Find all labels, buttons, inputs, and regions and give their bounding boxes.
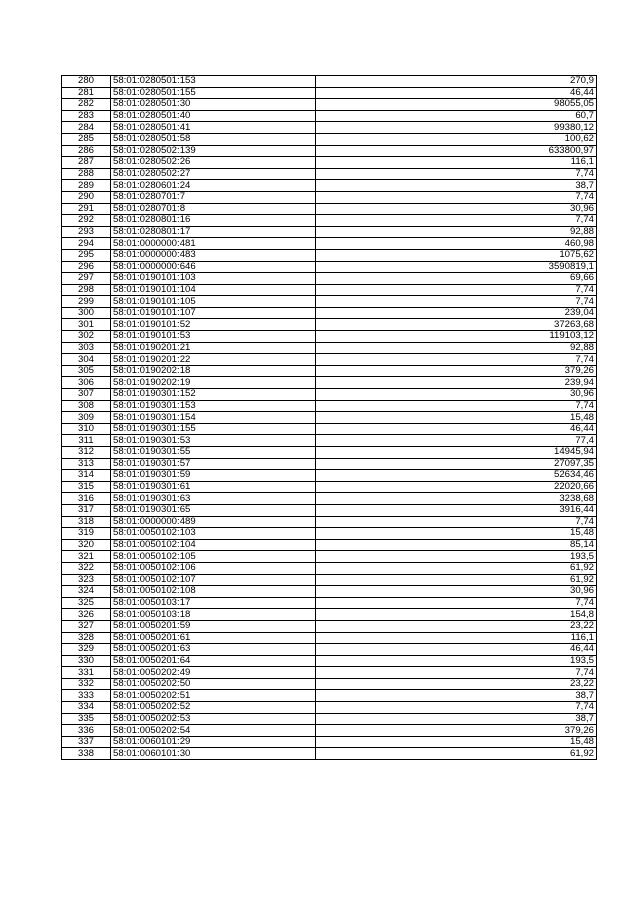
row-number-cell: 303	[62, 342, 111, 354]
table-row	[62, 516, 597, 528]
table-row	[62, 342, 597, 354]
row-number-cell: 328	[62, 632, 111, 644]
row-number-cell: 323	[62, 574, 111, 586]
table-row	[62, 678, 597, 690]
row-number-cell: 291	[62, 203, 111, 215]
table-row	[62, 609, 597, 621]
table-row	[62, 702, 597, 714]
value-cell: 3590819,1	[316, 261, 597, 273]
table-row	[62, 447, 597, 459]
row-number-cell: 319	[62, 528, 111, 540]
table-row	[62, 261, 597, 273]
row-number-cell: 321	[62, 551, 111, 563]
value-cell: 15,48	[316, 528, 597, 540]
row-number-cell: 294	[62, 238, 111, 250]
table-row	[62, 690, 597, 702]
value-cell: 7,74	[316, 400, 597, 412]
table-row	[62, 655, 597, 667]
row-number-cell: 335	[62, 713, 111, 725]
row-number-cell: 325	[62, 597, 111, 609]
cadastral-number-cell: 58:01:0280502:27	[111, 168, 316, 180]
cadastral-number-cell: 58:01:0190301:155	[111, 423, 316, 435]
table-row	[62, 354, 597, 366]
table-row	[62, 620, 597, 632]
value-cell: 116,1	[316, 632, 597, 644]
cadastral-number-cell: 58:01:0190101:52	[111, 319, 316, 331]
value-cell: 154,8	[316, 609, 597, 621]
row-number-cell: 334	[62, 702, 111, 714]
value-cell: 98055,05	[316, 99, 597, 111]
value-cell: 7,74	[316, 296, 597, 308]
row-number-cell: 309	[62, 412, 111, 424]
row-number-cell: 290	[62, 191, 111, 203]
table-row	[62, 389, 597, 401]
value-cell: 61,92	[316, 748, 597, 760]
cadastral-number-cell: 58:01:0190301:55	[111, 447, 316, 459]
value-cell: 92,88	[316, 226, 597, 238]
cadastral-number-cell: 58:01:0190301:63	[111, 493, 316, 505]
row-number-cell: 280	[62, 76, 111, 88]
row-number-cell: 292	[62, 215, 111, 227]
table-row	[62, 122, 597, 134]
row-number-cell: 326	[62, 609, 111, 621]
cadastral-number-cell: 58:01:0050103:18	[111, 609, 316, 621]
value-cell: 633800,97	[316, 145, 597, 157]
value-cell: 37263,68	[316, 319, 597, 331]
row-number-cell: 299	[62, 296, 111, 308]
row-number-cell: 286	[62, 145, 111, 157]
row-number-cell: 329	[62, 644, 111, 656]
table-row	[62, 725, 597, 737]
table-row	[62, 400, 597, 412]
cadastral-number-cell: 58:01:0190301:154	[111, 412, 316, 424]
row-number-cell: 295	[62, 249, 111, 261]
row-number-cell: 307	[62, 389, 111, 401]
cadastral-number-cell: 58:01:0190301:61	[111, 481, 316, 493]
cadastral-number-cell: 58:01:0280501:41	[111, 122, 316, 134]
cadastral-number-cell: 58:01:0060101:29	[111, 736, 316, 748]
value-cell: 14945,94	[316, 447, 597, 459]
value-cell: 3238,68	[316, 493, 597, 505]
table-row	[62, 76, 597, 88]
cadastral-number-cell: 58:01:0280501:58	[111, 133, 316, 145]
value-cell: 7,74	[316, 191, 597, 203]
row-number-cell: 293	[62, 226, 111, 238]
table-row	[62, 644, 597, 656]
value-cell: 379,26	[316, 365, 597, 377]
value-cell: 193,5	[316, 551, 597, 563]
table-row	[62, 296, 597, 308]
value-cell: 23,22	[316, 678, 597, 690]
parcel-table-body	[62, 76, 597, 760]
cadastral-number-cell: 58:01:0190101:104	[111, 284, 316, 296]
cadastral-number-cell: 58:01:0050102:104	[111, 539, 316, 551]
cadastral-number-cell: 58:01:0280701:8	[111, 203, 316, 215]
table-row	[62, 87, 597, 99]
cadastral-number-cell: 58:01:0190301:152	[111, 389, 316, 401]
table-row	[62, 307, 597, 319]
table-row	[62, 504, 597, 516]
row-number-cell: 338	[62, 748, 111, 760]
row-number-cell: 317	[62, 504, 111, 516]
value-cell: 7,74	[316, 597, 597, 609]
value-cell: 119103,12	[316, 331, 597, 343]
row-number-cell: 332	[62, 678, 111, 690]
table-row	[62, 736, 597, 748]
row-number-cell: 288	[62, 168, 111, 180]
row-number-cell: 310	[62, 423, 111, 435]
row-number-cell: 304	[62, 354, 111, 366]
cadastral-number-cell: 58:01:0280801:16	[111, 215, 316, 227]
table-row	[62, 157, 597, 169]
cadastral-number-cell: 58:01:0050201:63	[111, 644, 316, 656]
value-cell: 460,98	[316, 238, 597, 250]
table-row	[62, 574, 597, 586]
cadastral-number-cell: 58:01:0190201:21	[111, 342, 316, 354]
cadastral-number-cell: 58:01:0280502:139	[111, 145, 316, 157]
table-row	[62, 493, 597, 505]
row-number-cell: 327	[62, 620, 111, 632]
cadastral-number-cell: 58:01:0190101:107	[111, 307, 316, 319]
table-row	[62, 365, 597, 377]
table-row	[62, 435, 597, 447]
value-cell: 30,96	[316, 586, 597, 598]
table-row	[62, 539, 597, 551]
row-number-cell: 311	[62, 435, 111, 447]
value-cell: 92,88	[316, 342, 597, 354]
value-cell: 15,48	[316, 412, 597, 424]
table-row	[62, 528, 597, 540]
table-row	[62, 273, 597, 285]
table-row	[62, 586, 597, 598]
cadastral-number-cell: 58:01:0000000:646	[111, 261, 316, 273]
table-row	[62, 203, 597, 215]
row-number-cell: 316	[62, 493, 111, 505]
row-number-cell: 333	[62, 690, 111, 702]
table-row	[62, 377, 597, 389]
row-number-cell: 314	[62, 470, 111, 482]
row-number-cell: 298	[62, 284, 111, 296]
row-number-cell: 282	[62, 99, 111, 111]
value-cell: 60,7	[316, 110, 597, 122]
table-row	[62, 713, 597, 725]
cadastral-number-cell: 58:01:0190202:18	[111, 365, 316, 377]
value-cell: 99380,12	[316, 122, 597, 134]
cadastral-number-cell: 58:01:0050102:108	[111, 586, 316, 598]
value-cell: 7,74	[316, 284, 597, 296]
value-cell: 30,96	[316, 203, 597, 215]
row-number-cell: 306	[62, 377, 111, 389]
table-row	[62, 238, 597, 250]
row-number-cell: 281	[62, 87, 111, 99]
value-cell: 3916,44	[316, 504, 597, 516]
table-row	[62, 597, 597, 609]
value-cell: 270,9	[316, 76, 597, 88]
cadastral-number-cell: 58:01:0050201:61	[111, 632, 316, 644]
value-cell: 46,44	[316, 87, 597, 99]
row-number-cell: 305	[62, 365, 111, 377]
row-number-cell: 285	[62, 133, 111, 145]
row-number-cell: 336	[62, 725, 111, 737]
cadastral-number-cell: 58:01:0280501:30	[111, 99, 316, 111]
cadastral-number-cell: 58:01:0190301:153	[111, 400, 316, 412]
value-cell: 193,5	[316, 655, 597, 667]
cadastral-number-cell: 58:01:0050201:59	[111, 620, 316, 632]
value-cell: 7,74	[316, 215, 597, 227]
row-number-cell: 308	[62, 400, 111, 412]
cadastral-number-cell: 58:01:0190301:53	[111, 435, 316, 447]
value-cell: 46,44	[316, 644, 597, 656]
row-number-cell: 287	[62, 157, 111, 169]
value-cell: 69,66	[316, 273, 597, 285]
table-row	[62, 145, 597, 157]
cadastral-number-cell: 58:01:0050102:105	[111, 551, 316, 563]
table-row	[62, 133, 597, 145]
row-number-cell: 315	[62, 481, 111, 493]
cadastral-number-cell: 58:01:0280502:26	[111, 157, 316, 169]
cadastral-number-cell: 58:01:0190101:103	[111, 273, 316, 285]
row-number-cell: 296	[62, 261, 111, 273]
value-cell: 239,94	[316, 377, 597, 389]
table-row	[62, 632, 597, 644]
value-cell: 85,14	[316, 539, 597, 551]
table-row	[62, 110, 597, 122]
cadastral-number-cell: 58:01:0000000:481	[111, 238, 316, 250]
cadastral-number-cell: 58:01:0050202:52	[111, 702, 316, 714]
cadastral-number-cell: 58:01:0000000:489	[111, 516, 316, 528]
cadastral-number-cell: 58:01:0280801:17	[111, 226, 316, 238]
value-cell: 379,26	[316, 725, 597, 737]
row-number-cell: 289	[62, 180, 111, 192]
row-number-cell: 284	[62, 122, 111, 134]
cadastral-number-cell: 58:01:0050102:103	[111, 528, 316, 540]
cadastral-number-cell: 58:01:0280501:155	[111, 87, 316, 99]
value-cell: 38,7	[316, 690, 597, 702]
value-cell: 116,1	[316, 157, 597, 169]
row-number-cell: 318	[62, 516, 111, 528]
table-row	[62, 226, 597, 238]
table-row	[62, 215, 597, 227]
row-number-cell: 331	[62, 667, 111, 679]
row-number-cell: 300	[62, 307, 111, 319]
cadastral-number-cell: 58:01:0050201:64	[111, 655, 316, 667]
value-cell: 7,74	[316, 667, 597, 679]
table-row	[62, 249, 597, 261]
cadastral-number-cell: 58:01:0000000:483	[111, 249, 316, 261]
cadastral-number-cell: 58:01:0190202:19	[111, 377, 316, 389]
row-number-cell: 283	[62, 110, 111, 122]
cadastral-number-cell: 58:01:0060101:30	[111, 748, 316, 760]
value-cell: 7,74	[316, 168, 597, 180]
row-number-cell: 330	[62, 655, 111, 667]
value-cell: 15,48	[316, 736, 597, 748]
value-cell: 1075,62	[316, 249, 597, 261]
cadastral-number-cell: 58:01:0190301:65	[111, 504, 316, 516]
row-number-cell: 302	[62, 331, 111, 343]
cadastral-number-cell: 58:01:0050202:54	[111, 725, 316, 737]
cadastral-number-cell: 58:01:0050202:49	[111, 667, 316, 679]
table-row	[62, 168, 597, 180]
row-number-cell: 297	[62, 273, 111, 285]
cadastral-number-cell: 58:01:0050202:51	[111, 690, 316, 702]
value-cell: 77,4	[316, 435, 597, 447]
cadastral-number-cell: 58:01:0190301:59	[111, 470, 316, 482]
table-row	[62, 481, 597, 493]
cadastral-number-cell: 58:01:0050102:106	[111, 562, 316, 574]
cadastral-number-cell: 58:01:0280701:7	[111, 191, 316, 203]
cadastral-number-cell: 58:01:0050102:107	[111, 574, 316, 586]
value-cell: 7,74	[316, 516, 597, 528]
row-number-cell: 320	[62, 539, 111, 551]
parcel-table	[61, 75, 597, 760]
cadastral-number-cell: 58:01:0190201:22	[111, 354, 316, 366]
table-row	[62, 331, 597, 343]
value-cell: 23,22	[316, 620, 597, 632]
row-number-cell: 324	[62, 586, 111, 598]
cadastral-number-cell: 58:01:0280601:24	[111, 180, 316, 192]
row-number-cell: 312	[62, 447, 111, 459]
cadastral-number-cell: 58:01:0280501:40	[111, 110, 316, 122]
cadastral-number-cell: 58:01:0050103:17	[111, 597, 316, 609]
value-cell: 239,04	[316, 307, 597, 319]
cadastral-number-cell: 58:01:0280501:153	[111, 76, 316, 88]
row-number-cell: 301	[62, 319, 111, 331]
value-cell: 61,92	[316, 574, 597, 586]
value-cell: 7,74	[316, 354, 597, 366]
value-cell: 38,7	[316, 713, 597, 725]
row-number-cell: 322	[62, 562, 111, 574]
value-cell: 27097,35	[316, 458, 597, 470]
table-row	[62, 458, 597, 470]
table-row	[62, 319, 597, 331]
table-row	[62, 470, 597, 482]
table-row	[62, 99, 597, 111]
value-cell: 61,92	[316, 562, 597, 574]
table-row	[62, 748, 597, 760]
value-cell: 22020,66	[316, 481, 597, 493]
value-cell: 52634,46	[316, 470, 597, 482]
value-cell: 38,7	[316, 180, 597, 192]
table-row	[62, 180, 597, 192]
table-row	[62, 667, 597, 679]
table-row	[62, 284, 597, 296]
table-row	[62, 191, 597, 203]
table-row	[62, 562, 597, 574]
value-cell: 7,74	[316, 702, 597, 714]
value-cell: 46,44	[316, 423, 597, 435]
value-cell: 30,96	[316, 389, 597, 401]
cadastral-number-cell: 58:01:0190101:53	[111, 331, 316, 343]
row-number-cell: 337	[62, 736, 111, 748]
cadastral-number-cell: 58:01:0190301:57	[111, 458, 316, 470]
table-row	[62, 412, 597, 424]
cadastral-number-cell: 58:01:0190101:105	[111, 296, 316, 308]
value-cell: 100,62	[316, 133, 597, 145]
table-row	[62, 423, 597, 435]
table-row	[62, 551, 597, 563]
cadastral-number-cell: 58:01:0050202:50	[111, 678, 316, 690]
row-number-cell: 313	[62, 458, 111, 470]
cadastral-number-cell: 58:01:0050202:53	[111, 713, 316, 725]
